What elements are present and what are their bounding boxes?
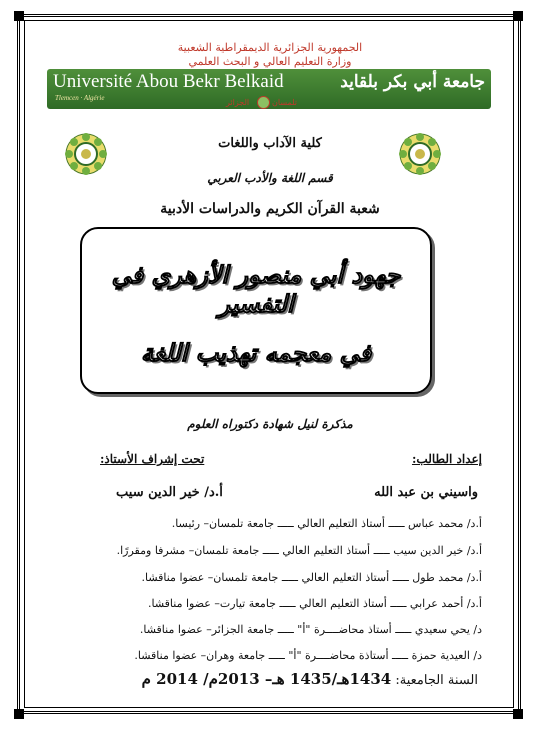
university-name-ar: جامعة أبي بكر بلقايد <box>340 72 485 92</box>
faculty-name: كلية الآداب واللغات <box>218 136 322 151</box>
branch-name: شعبة القرآن الكريم والدراسات الأدبية <box>160 201 380 217</box>
jury-member: أ.د/ محمد عباس ـــــ أستاذ التعليم العالي ـــــ جامعة تلمسان– رئيسا. <box>171 517 482 530</box>
thesis-title-line-2: في معجمه تهذيب اللغة <box>140 338 372 367</box>
thesis-type: مذكرة لنيل شهادة دكتوراه العلوم <box>187 417 353 431</box>
jury-member: أ.د/ خير الدين سيب ـــــ أستاذ التعليم العالي ـــــ جامعة تلمسان– مشرفا ومقررًا. <box>116 544 482 557</box>
university-city-fr: Tlemcen · Algérie <box>55 94 105 102</box>
frame-corner-bottom-left <box>14 709 24 719</box>
supervisor-name: أ.د/ خير الدين سيب <box>116 485 223 500</box>
supervisor-label: تحت إشراف الأستاذ: <box>100 452 205 466</box>
university-seal-icon <box>398 132 442 176</box>
small-seal-icon <box>257 96 270 109</box>
banner-tag-algeria: الجزائر <box>226 98 250 107</box>
jury-member: أ.د/ محمد طول ـــــ أستاذ التعليم العالي ـــــ جامعة تلمسان– عضوا مناقشا. <box>141 571 482 584</box>
jury-member: د/ العيدية حمزة ـــــ أستاذة محاضــــرة "أ" ـــــ جامعة وهران– عضوا مناقشا. <box>134 649 482 662</box>
thesis-title-line-1: جهود أبي منصور الأزهري في التفسير <box>111 260 401 318</box>
academic-year-label: السنة الجامعية: <box>395 673 478 688</box>
banner-tag-tlemcen: تلمسان <box>272 98 297 107</box>
student-name: واسيني بن عبد الله <box>374 485 478 500</box>
university-name-fr: Université Abou Bekr Belkaid <box>53 71 284 92</box>
academic-year <box>142 670 478 688</box>
republic-header: الجمهورية الجزائرية الديمقراطية الشعبية <box>177 41 363 54</box>
frame-corner-top-left <box>14 11 24 21</box>
prepared-by-label: إعداد الطالب: <box>411 452 482 466</box>
frame-corner-bottom-right <box>513 709 523 719</box>
department-name: قسم اللغة والأدب العربي <box>207 171 333 185</box>
university-seal-icon <box>64 132 108 176</box>
jury-member: أ.د/ أحمد عرابي ـــــ أستاذ التعليم العالي ـــــ جامعة تيارت– عضوا مناقشا. <box>148 597 482 610</box>
academic-year-value: 1434هـ/1435 هـ– 2013م/ 2014 م <box>141 670 392 688</box>
frame-corner-top-right <box>513 11 523 21</box>
jury-member: د/ يحي سعيدي ـــــ أستاذ محاضــــرة "أ" ـــــ جامعة الجزائر– عضوا مناقشا. <box>139 623 482 636</box>
ministry-header: وزارة التعليم العالي و البحث العلمي <box>188 55 352 68</box>
